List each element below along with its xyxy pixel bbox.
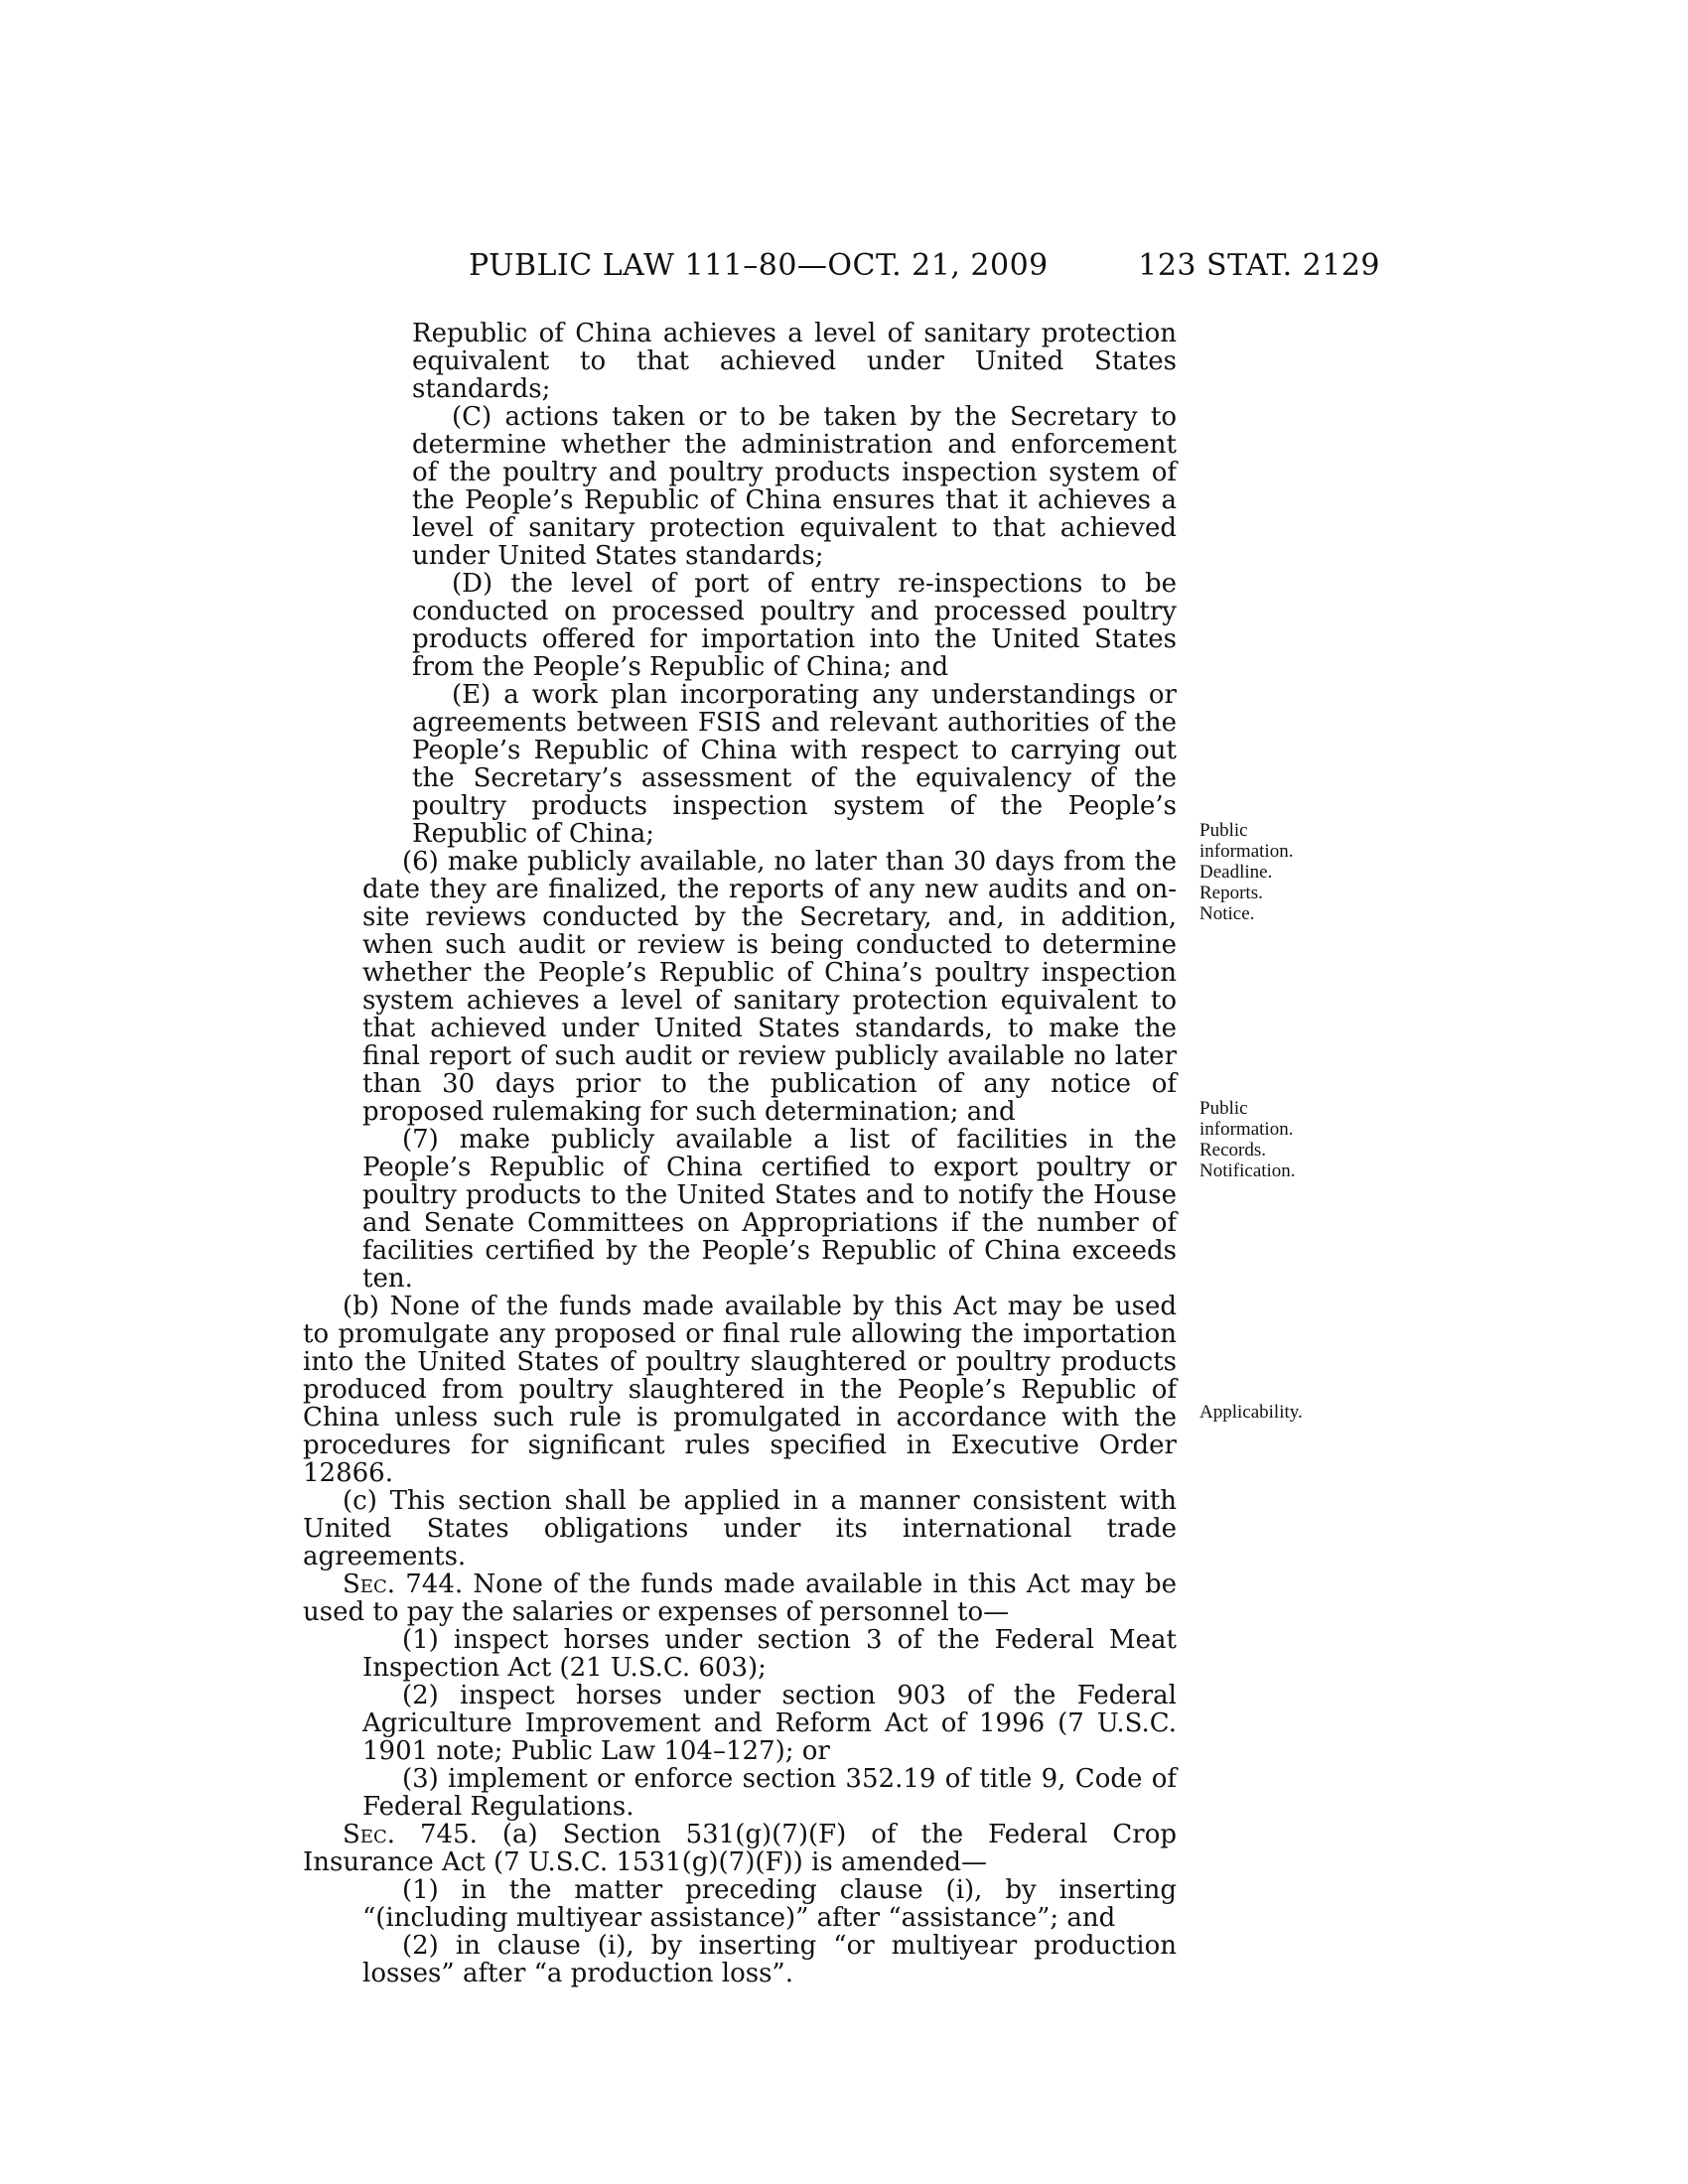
section-744 [303,1570,1177,1626]
section-745-item-1: (1) in the matter preceding clause (i), by inserting “(including multiyear assistance)” after “assistance”; and [362,1875,1177,1933]
margin-note-line: Deadline. [1199,862,1273,883]
margin-note-line: Reports. [1199,883,1263,903]
margin-note-line: Applicability. [1199,1402,1303,1423]
section-745-item-2: (2) in clause (i), by inserting “or multiyear production losses” after “a production loss”. [362,1931,1177,1988]
section-label: Sec. [343,1570,395,1599]
margin-note-3 [1199,1402,1303,1423]
margin-note-line: information. [1199,1119,1294,1140]
margin-note-line: information. [1199,841,1294,862]
margin-note-line: Public [1199,1098,1248,1119]
subsection-b: (b) None of the funds made available by this Act may be used to promulgate any proposed or final rule allowing the importation into the United States of poultry slaughtered or poultry products produced from poultry slaughtered in the People’s Republic of China unless such rule is promulgated in accordance with the procedures for significant rules specified in Executive Order 12866. [303,1292,1177,1488]
paragraph-6: (6) make publicly available, no later than 30 days from the date they are finalized, the reports of any new audits and on-site reviews conducted by the Secretary, and, in addition, when such audit or review is being conducted to determine whether the People’s Republic of China’s poultry inspection system achieves a level of sanitary protection equivalent to that achieved under United States standards, to make the final report of such audit or review publicly available no later than 30 days prior to the publication of any notice of proposed rulemaking for such determination; and [362,847,1177,1127]
section-label: Sec. [343,1820,395,1849]
subsection-c: (c) This section shall be applied in a manner consistent with United States obligations under its international trade agreements. [303,1486,1177,1571]
section-744-item-3: (3) implement or enforce section 352.19 of title 9, Code of Federal Regulations. [362,1764,1177,1822]
header-page-number: 123 STAT. 2129 [1138,248,1380,283]
section-744-text: 744. None of the funds made available in this Act may be used to pay the salaries or expenses of personnel to— [303,1570,1178,1627]
header-title: PUBLIC LAW 111–80—OCT. 21, 2009 [469,248,1049,283]
margin-note-line: Public [1199,820,1248,841]
statute-body [303,320,1177,1987]
margin-note-line: Notice. [1199,903,1255,924]
margin-note-line: Records. [1199,1140,1267,1160]
page-header [298,248,1380,288]
section-745-text: 745. (a) Section 531(g)(7)(F) of the Federal Crop Insurance Act (7 U.S.C. 1531(g)(7)(F)) is amended— [303,1820,1178,1877]
paragraph-continuation: Republic of China achieves a level of sanitary protection equivalent to that achieved under United States standards; [412,319,1177,404]
paragraph-e: (E) a work plan incorporating any understandings or agreements between FSIS and relevant authorities of the People’s Republic of China with respect to carrying out the Secretary’s assessment of the equivalency of the poultry products inspection system of the People’s Republic of China; [412,680,1177,849]
margin-note-1 [1199,820,1293,924]
section-744-item-2: (2) inspect horses under section 903 of the Federal Agriculture Improvement and Reform Act of 1996 (7 U.S.C. 1901 note; Public Law 104–127); or [362,1681,1177,1766]
paragraph-7: (7) make publicly available a list of facilities in the People’s Republic of China certified to export poultry or poultry products to the United States and to notify the House and Senate Committees on Appropriations if the number of facilities certified by the People’s Republic of China exceeds ten. [362,1125,1177,1294]
paragraph-d: (D) the level of port of entry re-inspections to be conducted on processed poultry and processed poultry products offered for importation into the United States from the People’s Republic of China; and [412,569,1177,682]
margin-note-line: Notification. [1199,1160,1296,1181]
paragraph-c: (C) actions taken or to be taken by the Secretary to determine whether the administration and enforcement of the poultry and poultry products inspection system of the People’s Republic of China ensures that it achieves a level of sanitary protection equivalent to that achieved under United States standards; [412,402,1177,571]
section-745 [303,1821,1177,1876]
section-744-item-1: (1) inspect horses under section 3 of the Federal Meat Inspection Act (21 U.S.C. 603); [362,1625,1177,1683]
margin-note-2 [1199,1098,1296,1181]
